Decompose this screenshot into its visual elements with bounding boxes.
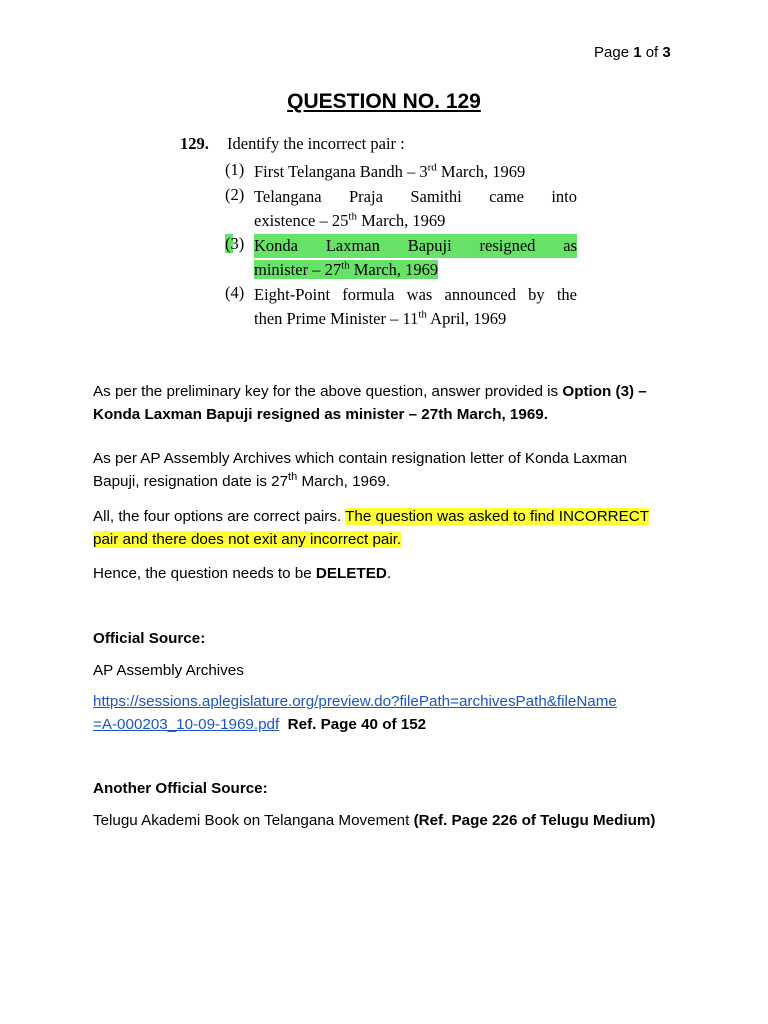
page-title: QUESTION NO. 129	[287, 90, 481, 113]
page-current: 1	[633, 44, 642, 61]
question-stem: Identify the incorrect pair :	[227, 134, 405, 153]
another-source-text: Telugu Akademi Book on Telangana Movement (Ref. Page 226 of Telugu Medium)	[93, 812, 656, 829]
question-image	[180, 134, 580, 332]
option-3-highlighted: (3) Konda Laxman Bapuji resigned as minister – 27th March, 1969	[225, 233, 577, 279]
correct-pairs-paragraph: All, the four options are correct pairs. The question was asked to find INCORRECT pair and there does not exit any incorrect pair.	[93, 508, 650, 548]
archives-paragraph: As per AP Assembly Archives which contain resignation letter of Konda Laxman Bapuji, resignation date is 27th March, 1969.	[93, 450, 628, 490]
key-paragraph: As per the preliminary key for the above question, answer provided is Option (3) – Konda Laxman Bapuji resigned as minister – 27th March, 1969.	[93, 383, 647, 423]
official-source-heading: Official Source:	[93, 630, 206, 647]
page-total: 3	[662, 44, 671, 61]
key-answer: Option (3) – Konda Laxman Bapuji resigned as minister – 27th March, 1969.	[93, 383, 647, 423]
official-ref: Ref. Page 40 of 152	[287, 716, 427, 733]
archives-link[interactable]: https://sessions.aplegislature.org/preview.do?filePath=archivesPath&fileName =A-000203_10-09-1969.pdf	[93, 693, 617, 733]
conclusion-paragraph: Hence, the question needs to be DELETED.	[93, 565, 392, 582]
page-indicator: Page 1 of 3	[594, 44, 671, 61]
option-1: (1) First Telangana Bandh – 3rd March, 1969	[225, 160, 526, 181]
option-4: (4) Eight-Point formula was announced by the then Prime Minister – 11th April, 1969	[225, 282, 577, 328]
highlighted-statement: The question was asked to find INCORRECT pair and there does not exit any incorrect pair.	[93, 508, 650, 548]
question-number: 129.	[180, 134, 209, 153]
official-source-name: AP Assembly Archives	[93, 662, 244, 679]
another-source-heading: Another Official Source:	[93, 780, 268, 797]
official-source-link-block	[93, 690, 675, 736]
option-2: (2) Telangana Praja Samithi came into existence – 25th March, 1969	[225, 184, 577, 230]
